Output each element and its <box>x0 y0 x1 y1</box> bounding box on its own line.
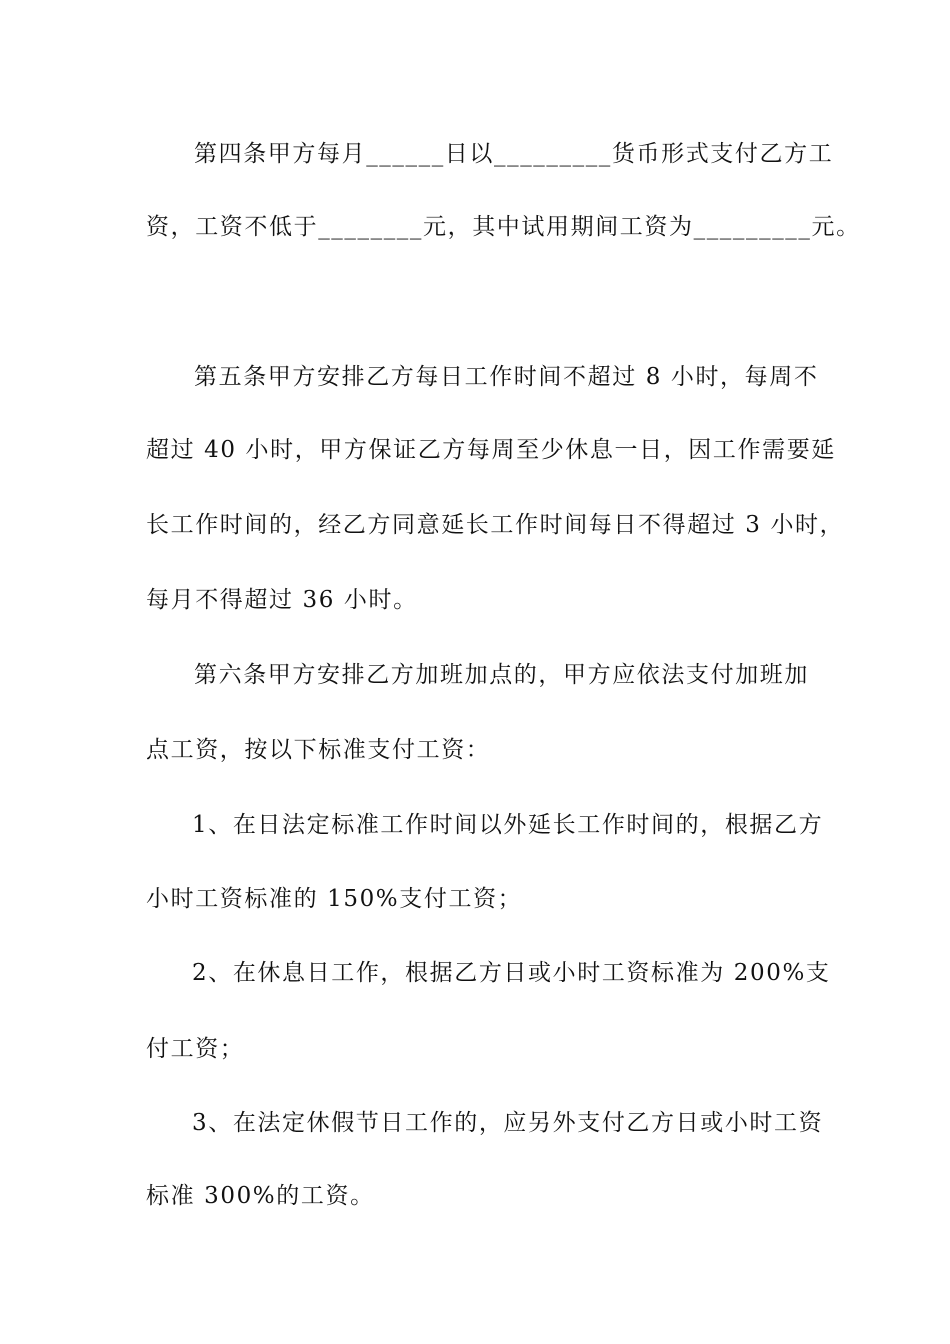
text-line: 点工资，按以下标准支付工资： <box>146 737 491 763</box>
text-line: 第五条甲方安排乙方每日工作时间不超过 8 小时，每周不 <box>194 364 819 390</box>
text-line: 长工作时间的，经乙方同意延长工作时间每日不得超过 3 小时， <box>146 512 845 538</box>
text-line: 小时工资标准的 150%支付工资； <box>146 886 523 912</box>
text-line: 3、在法定休假节日工作的，应另外支付乙方日或小时工资 <box>192 1110 824 1136</box>
text-line: 每月不得超过 36 小时。 <box>146 587 418 613</box>
text-line: 第六条甲方安排乙方加班加点的，甲方应依法支付加班加 <box>194 662 809 688</box>
text-line: 2、在休息日工作，根据乙方日或小时工资标准为 200%支 <box>192 960 831 986</box>
text-line: 资，工资不低于________元，其中试用期间工资为_________元。 <box>146 214 861 240</box>
text-line: 超过 40 小时，甲方保证乙方每周至少休息一日，因工作需要延 <box>146 437 836 463</box>
text-line: 标准 300%的工资。 <box>146 1183 375 1209</box>
text-line: 1、在日法定标准工作时间以外延长工作时间的，根据乙方 <box>192 812 824 838</box>
text-line: 第四条甲方每月______日以_________货币形式支付乙方工 <box>194 141 834 167</box>
text-line: 付工资； <box>146 1036 245 1062</box>
